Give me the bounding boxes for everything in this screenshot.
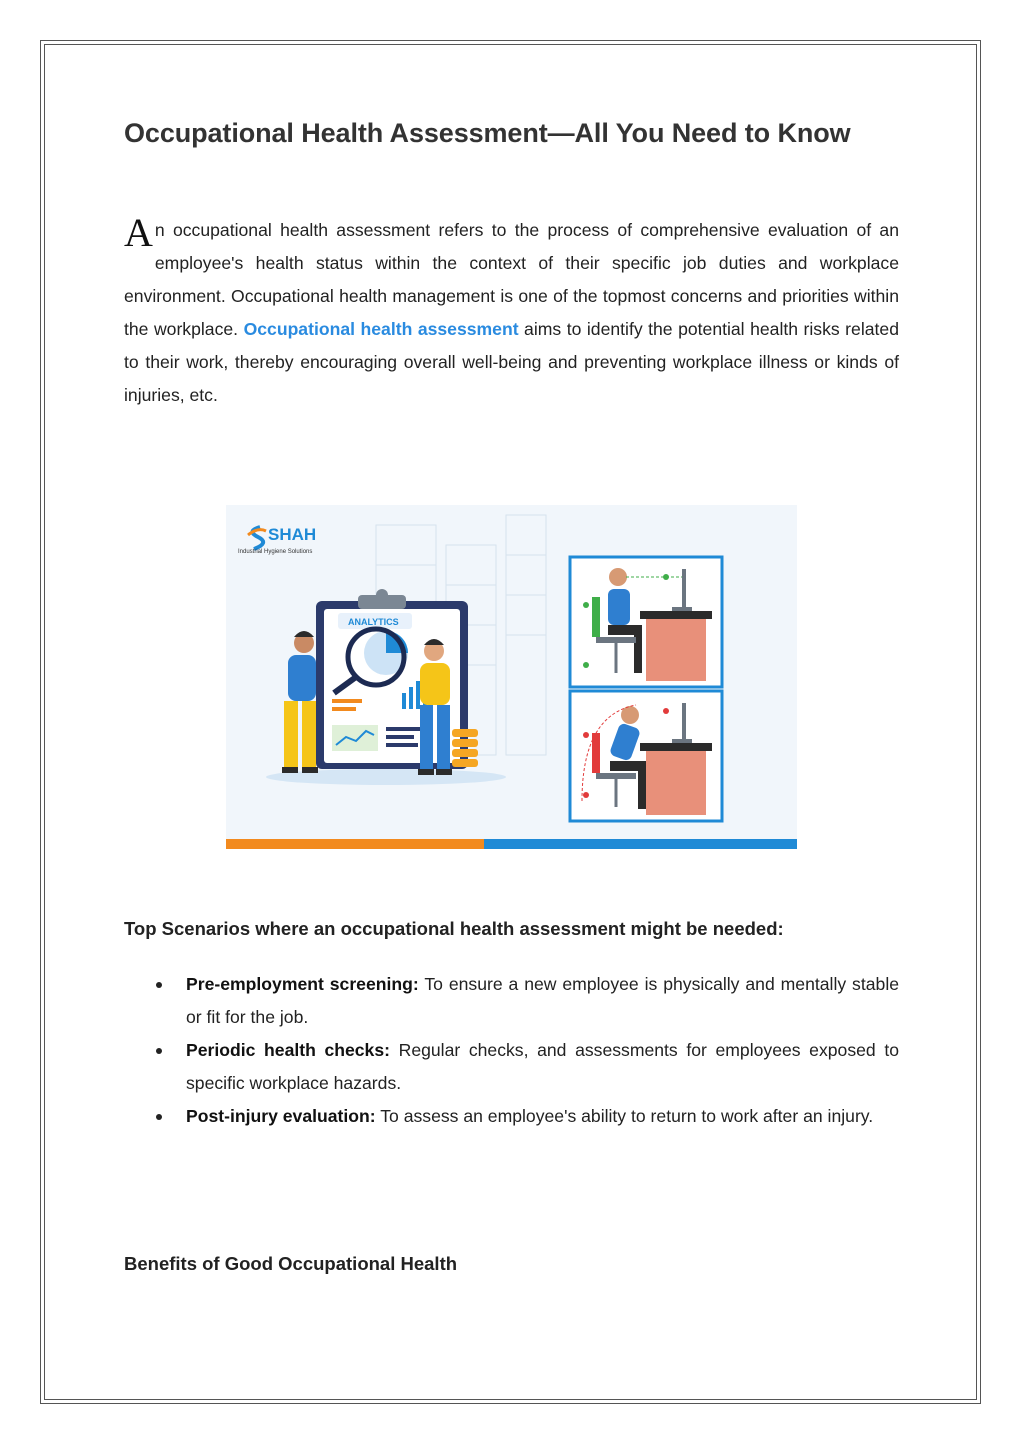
blue-band (484, 839, 797, 849)
incorrect-posture-panel (570, 691, 722, 821)
correct-posture-panel (570, 557, 722, 687)
list-item (124, 1100, 899, 1133)
list-item-label: Periodic health checks: (186, 1040, 390, 1060)
list-item-label: Pre-employment screening: (186, 974, 419, 994)
bullet-icon (156, 1114, 162, 1120)
occupational-health-assessment-link[interactable]: Occupational health assessment (243, 319, 519, 339)
list-item-label: Post-injury evaluation: (186, 1106, 376, 1126)
list-item (124, 968, 899, 1034)
list-item-text: To ensure a new employee is physically and mentally stable or fit for the job. (186, 974, 900, 1027)
page-title: Occupational Health Assessment—All You Need to Know (124, 118, 851, 148)
intro-paragraph (124, 210, 899, 412)
orange-band (226, 839, 484, 849)
scenarios-list (124, 968, 899, 1133)
logo-tagline: Industrial Hygiene Solutions (238, 549, 313, 555)
benefits-heading: Benefits of Good Occupational Health (124, 1253, 458, 1274)
bullet-icon (156, 982, 162, 988)
intro-text-start: n occupational health assessment refers to the process of comprehensive evaluation of an employee's health status within the context of their specific job duties and workplace environment. Occupational health management is one of the topmost concerns and priorities within the workplace. (124, 220, 899, 339)
list-item (124, 1034, 899, 1100)
bullet-icon (156, 1048, 162, 1054)
shah-logo (238, 525, 316, 555)
list-item-text: To assess an employee's ability to return to work after an injury. (375, 1106, 874, 1126)
logo-text: SHAH (268, 525, 317, 544)
scenarios-heading: Top Scenarios where an occupational health assessment might be needed: (124, 918, 784, 939)
article-illustration (226, 505, 797, 849)
analytics-label: ANALYTICS (348, 617, 399, 627)
intro-text-end: aims to identify the potential health risks related to their work, thereby encouraging overall well-being and preventing workplace illness or kinds of injuries, etc. (124, 319, 899, 405)
list-item-text: Regular checks, and assessments for employees exposed to specific workplace hazards. (186, 1040, 899, 1093)
drop-cap: A (124, 210, 153, 255)
